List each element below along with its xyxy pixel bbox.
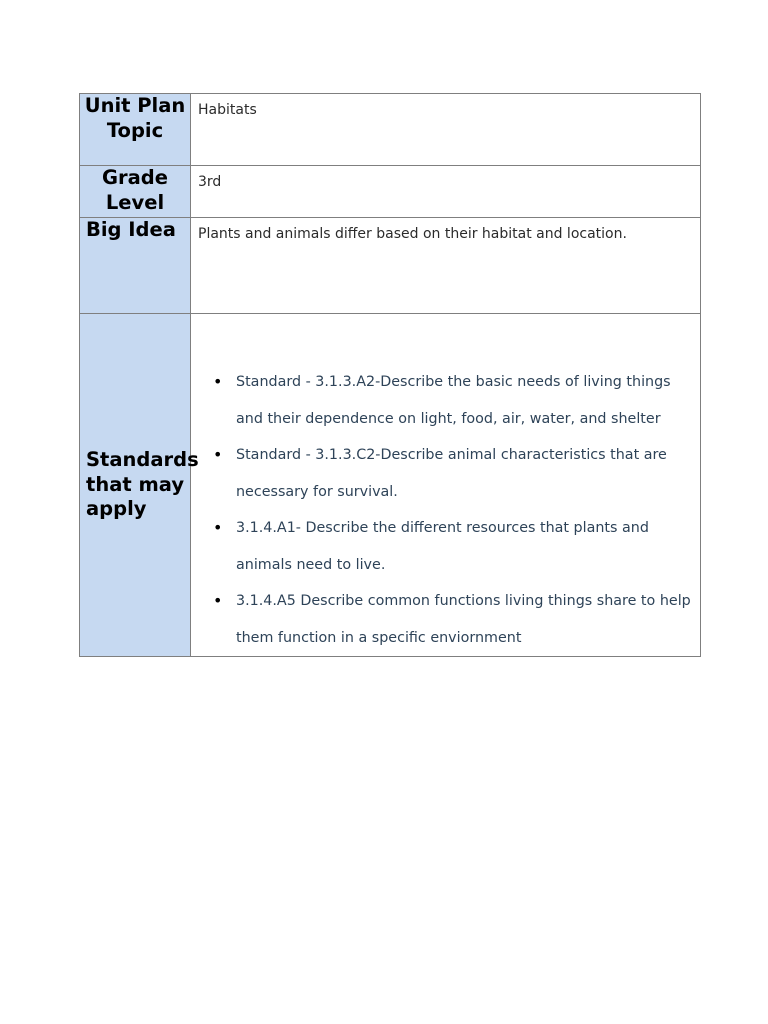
table-row (80, 166, 701, 218)
standards-list (191, 364, 700, 656)
standards-cell (191, 314, 701, 657)
table-row (80, 218, 701, 314)
standards-label: Standards that may apply (80, 314, 191, 657)
table-row (80, 94, 701, 166)
unit-plan-topic-value: Habitats (191, 94, 701, 166)
table-row (80, 314, 701, 657)
grade-level-label: Grade Level (80, 166, 191, 218)
list-item: • Standard - 3.1.3.C2-Describe animal characteristics that are necessary for survival. (236, 437, 700, 510)
grade-level-value: 3rd (191, 166, 701, 218)
big-idea-value: Plants and animals differ based on their habitat and location. (191, 218, 701, 314)
unit-plan-table (79, 93, 701, 657)
list-item: • Standard - 3.1.3.A2-Describe the basic needs of living things and their dependence on light, food, air, water, and shelter (236, 364, 700, 437)
list-item: • 3.1.4.A1- Describe the different resources that plants and animals need to live. (236, 510, 700, 583)
list-item: • 3.1.4.A5 Describe common functions living things share to help them function in a specific enviornment (236, 583, 700, 656)
unit-plan-topic-label: Unit Plan Topic (80, 94, 191, 166)
big-idea-label: Big Idea (80, 218, 191, 314)
